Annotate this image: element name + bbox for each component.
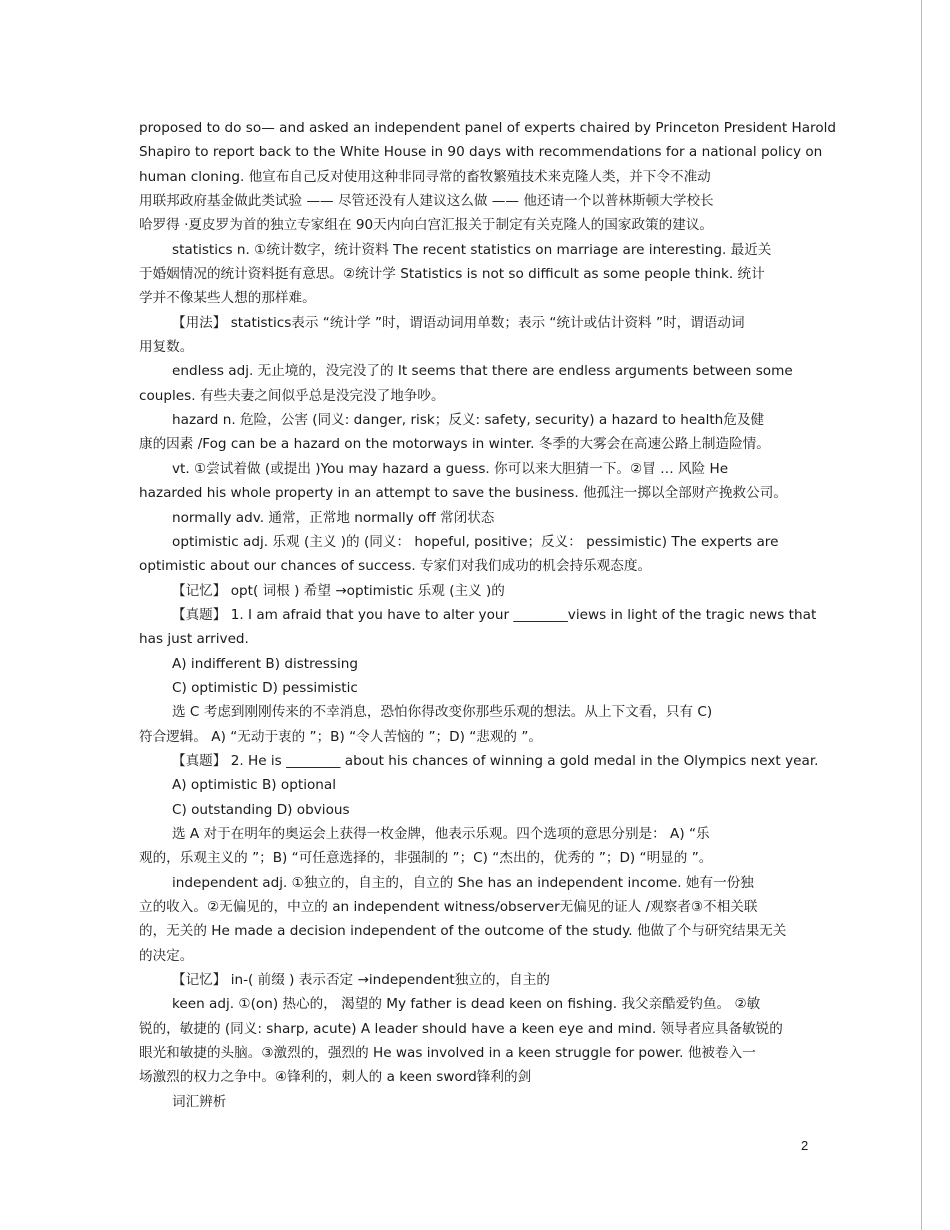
exam-question-1: 【真题】 1. I am afraid that you have to alter your ________views in light of the tragic news that [172, 606, 817, 623]
text-line: human cloning. 他宣布自己反对使用这种非同寻常的畜牧繁殖技术来克隆人类，并下令不准动 [139, 168, 711, 185]
text-line: hazarded his whole property in an attempt to save the business. 他孤注一掷以全部财产挽救公司。 [139, 485, 787, 502]
entry-optimistic: optimistic adj. 乐观 (主义 )的 (同义： hopeful, positive；反义： pessimistic) The experts are [172, 533, 779, 550]
text-line: has just arrived. [139, 631, 249, 648]
text-line: 锐的，敏捷的 (同义: sharp, acute) A leader should have a keen eye and mind. 领导者应具备敏锐的 [139, 1020, 783, 1037]
page-number: 2 [801, 1138, 809, 1153]
answer-explanation: 选 C 考虑到刚刚传来的不幸消息，恐怕你得改变你那些乐观的想法。从上下文看，只有 C) [172, 704, 713, 721]
entry-hazard: hazard n. 危险，公害 (同义: danger, risk；反义: safety, security) a hazard to health危及健 [172, 412, 765, 429]
entry-keen: keen adj. ①(on) 热心的， 渴望的 My father is dead keen on fishing. 我父亲酷爱钓鱼。 ②敏 [172, 996, 761, 1013]
entry-statistics: statistics n. ①统计数字，统计资料 The recent statistics on marriage are interesting. 最近关 [172, 241, 772, 258]
memory-note: 【记忆】 opt( 词根 ) 希望 →optimistic 乐观 (主义 )的 [172, 582, 505, 599]
entry-endless: endless adj. 无止境的，没完没了的 It seems that there are endless arguments between some [172, 363, 793, 380]
text-line: 于婚姻情况的统计资料挺有意思。②统计学 Statistics is not so difficult as some people think. 统计 [139, 266, 765, 283]
usage-note: 【用法】 statistics表示 “统计学 ”时，谓语动词用单数；表示 “统计或估计资料 ”时，谓语动词 [172, 314, 745, 331]
text-line: 场激烈的权力之争中。④锋利的，刺人的 a keen sword锋利的剑 [139, 1069, 532, 1086]
text-line: 立的收入。②无偏见的，中立的 an independent witness/observer无偏见的证人 /观察者③不相关联 [139, 899, 758, 915]
answer-options: A) optimistic B) optional [172, 777, 337, 794]
text-line: 用复数。 [139, 339, 194, 356]
text-line: Shapiro to report back to the White House in 90 days with recommendations for a national policy on [139, 144, 823, 161]
text-line: couples. 有些夫妻之间似乎总是没完没了地争吵。 [139, 387, 445, 404]
text-line: proposed to do so— and asked an independent panel of experts chaired by Princeton President Harold [139, 120, 837, 136]
text-line: 用联邦政府基金做此类试验 —— 尽管还没有人建议这么做 —— 他还请一个以普林斯顿大学校长 [139, 193, 714, 210]
answer-options: C) outstanding D) obvious [172, 801, 350, 818]
text-line: 的，无关的 He made a decision independent of the outcome of the study. 他做了个与研究结果无关 [139, 923, 787, 940]
entry-independent: independent adj. ①独立的，自主的，自立的 She has an independent income. 她有一份独 [172, 874, 754, 891]
text-line: 符合逻辑。 A) “无动于衷的 ”；B) “令人苦恼的 ”；D) “悲观的 ”。 [139, 728, 542, 745]
text-line: 学并不像某些人想的那样难。 [139, 290, 316, 307]
text-line: 康的因素 /Fog can be a hazard on the motorways in winter. 冬季的大雾会在高速公路上制造险情。 [139, 436, 770, 453]
text-line: 观的，乐观主义的 ”；B) “可任意选择的，非强制的 ”；C) “杰出的，优秀的 ”；D) “明显的 ”。 [139, 850, 713, 867]
entry-normally: normally adv. 通常，正常地 normally off 常闭状态 [172, 509, 495, 526]
page-edge-line [921, 0, 922, 1230]
text-line: 哈罗得 ·夏皮罗为首的独立专家组在 90天内向白宫汇报关于制定有关克隆人的国家政策的建议。 [139, 217, 714, 234]
text-line: 眼光和敏捷的头脑。③激烈的，强烈的 He was involved in a keen struggle for power. 他被卷入一 [139, 1045, 756, 1062]
exam-question-2: 【真题】 2. He is ________ about his chances of winning a gold medal in the Olympics next year. [172, 752, 819, 769]
memory-note: 【记忆】 in-( 前缀 ) 表示否定 →independent独立的，自主的 [172, 972, 550, 989]
section-heading: 词汇辨析 [172, 1093, 227, 1110]
text-line: 的决定。 [139, 947, 194, 964]
document-body [139, 116, 837, 1114]
text-line: vt. ①尝试着做 (或提出 )You may hazard a guess. 你可以来大胆猜一下。②冒 … 风险 He [172, 460, 729, 477]
answer-options: A) indifferent B) distressing [172, 655, 358, 672]
answer-explanation: 选 A 对于在明年的奥运会上获得一枚金牌，他表示乐观。四个选项的意思分别是： A) “乐 [172, 825, 710, 842]
text-line: optimistic about our chances of success. 专家们对我们成功的机会持乐观态度。 [139, 558, 652, 575]
answer-options: C) optimistic D) pessimistic [172, 679, 358, 696]
